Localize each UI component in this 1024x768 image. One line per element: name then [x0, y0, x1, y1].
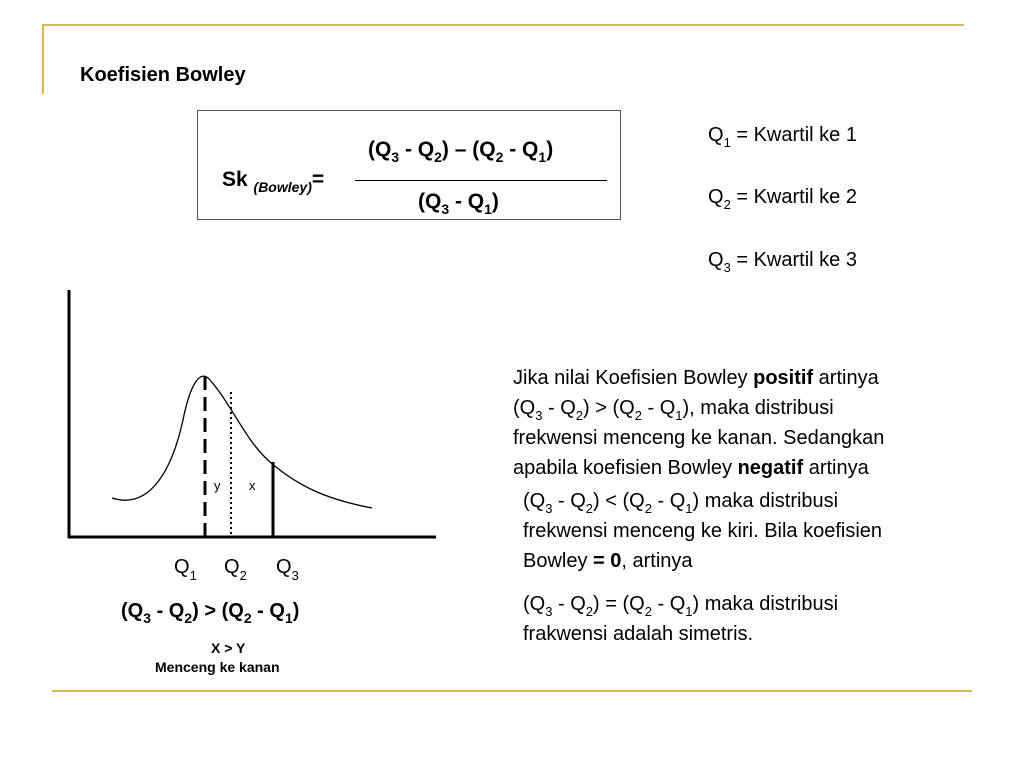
caption-skew-right: Menceng ke kanan: [155, 659, 280, 675]
formula-denominator: $(Q_3 - Q_1)$: [418, 190, 499, 217]
label-x: x: [249, 478, 256, 493]
label-y: y: [214, 478, 221, 493]
para-line-5: $(Q_3 - Q_2) < (Q_2 - Q_1)$ maka distribusi: [523, 490, 839, 516]
para-line-1: Jika nilai Koefisien Bowley positif artinya: [513, 367, 879, 389]
legend-q1: $Q_1$ = Kwartil ke 1: [708, 124, 857, 150]
legend-q2: $Q_2$ = Kwartil ke 2: [708, 186, 857, 212]
graph-inequality: $(Q_3 - Q_2) > (Q_2 - Q_1)$: [121, 600, 300, 626]
caption-x-gt-y: X > Y: [211, 640, 246, 656]
q3-label: $Q_3$: [276, 556, 299, 583]
formula-numerator: $(Q_3 - Q_2) - (Q_2 - Q_1)$: [368, 138, 554, 165]
para-line-3: frekwensi menceng ke kanan. Sedangkan: [513, 427, 885, 449]
legend-q3: $Q_3$ = Kwartil ke 3: [708, 249, 857, 275]
page-title: Koefisien Bowley: [80, 64, 246, 86]
para-line-9: frakwensi adalah simetris.: [523, 623, 754, 645]
distribution-curve: [112, 376, 372, 508]
q1-label: $Q_1$: [174, 556, 197, 583]
para-line-8: $(Q_3 - Q_2) = (Q_2 - Q_1)$ maka distribusi: [523, 593, 839, 619]
para-line-4: apabila koefisien Bowley negatif artinya: [513, 457, 869, 479]
para-line-7: Bowley = 0, artinya: [523, 550, 693, 572]
para-line-2: $(Q_3 - Q_2) > (Q_2 - Q_1)$, maka distribusi: [513, 397, 834, 423]
q2-label: $Q_2$: [224, 556, 247, 583]
para-line-6: frekwensi menceng ke kiri. Bila koefisien: [523, 520, 883, 542]
formula-lhs: Sk $_{(Bowley)}$=: [222, 168, 325, 195]
